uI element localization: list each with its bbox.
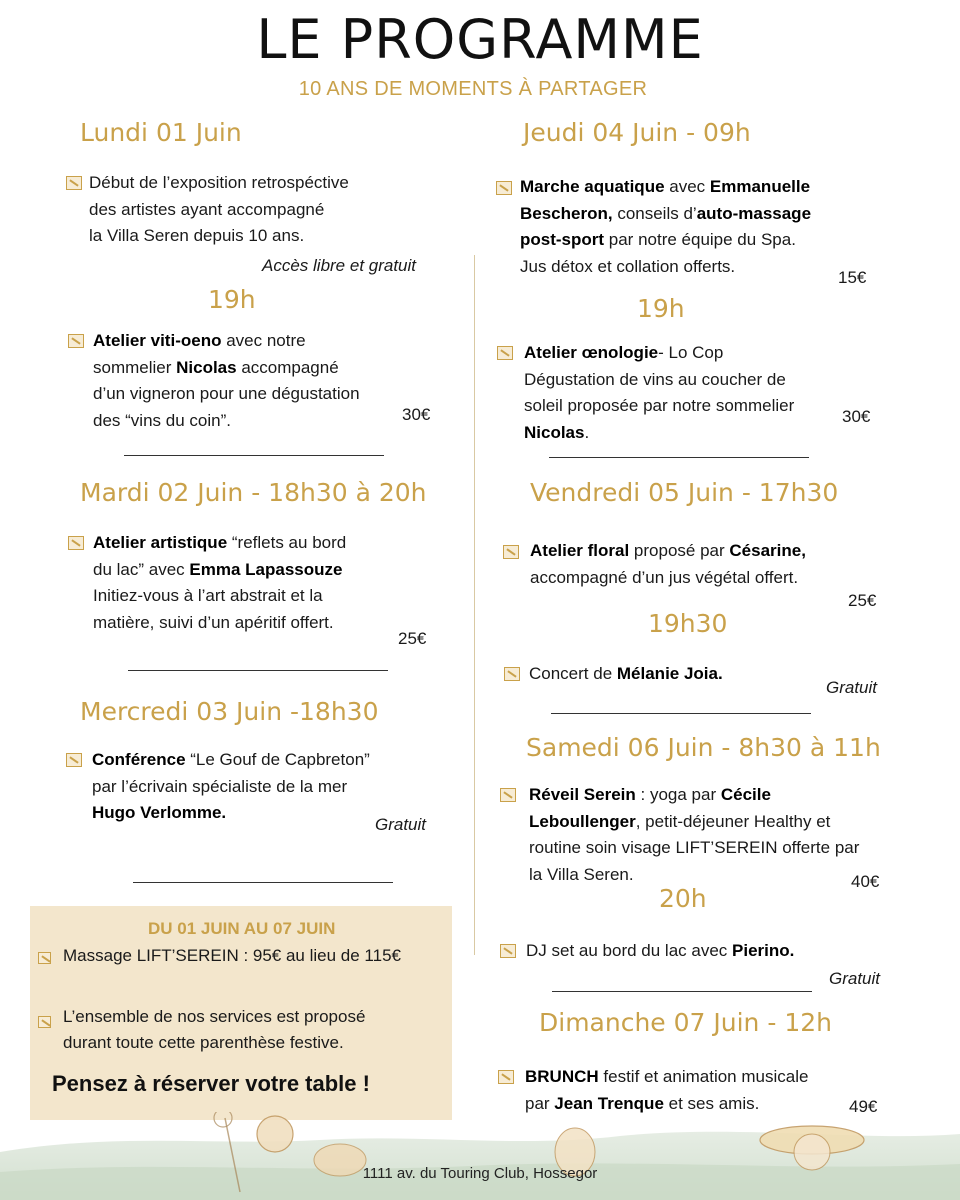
page-subtitle: 10 ANS DE MOMENTS À PARTAGER	[298, 78, 648, 100]
section-separator	[551, 713, 811, 714]
promo-heading: DU 01 JUIN AU 07 JUIN	[148, 919, 336, 938]
stamp-icon	[38, 1016, 51, 1028]
event-note: Gratuit	[375, 815, 427, 834]
day-heading-dimanche: Dimanche 07 Juin - 12h	[539, 1008, 832, 1037]
event-atelier-artistique: Atelier artistique “reflets au bord du lac” avec Emma Lapassouze Initiez-vous à l’art abstrait et la matière, suivi d’un apéritif offert.	[93, 533, 347, 632]
section-separator	[128, 670, 388, 671]
stamp-icon	[66, 176, 82, 190]
day-heading-mardi: Mardi 02 Juin - 18h30 à 20h	[80, 478, 427, 507]
section-separator	[124, 455, 384, 456]
event-note: Gratuit	[829, 969, 881, 988]
day-heading-mercredi: Mercredi 03 Juin -18h30	[80, 697, 379, 726]
day-heading-vendredi: Vendredi 05 Juin - 17h30	[530, 478, 839, 507]
event-brunch: BRUNCH festif et animation musicale par Jean Trenque et ses amis.	[525, 1067, 809, 1113]
section-separator	[552, 991, 812, 992]
stamp-icon	[500, 944, 516, 958]
time-heading: 19h30	[648, 609, 728, 638]
event-price: 40€	[851, 872, 880, 891]
stamp-icon	[498, 1070, 514, 1084]
promo-massage: Massage LIFT’SEREIN : 95€ au lieu de 115€	[63, 946, 401, 965]
event-concert: Concert de Mélanie Joia.	[529, 664, 723, 683]
event-atelier-oenologie: Atelier œnologie- Lo Cop Dégustation de vins au coucher de soleil proposée par notre sommelier Nicolas.	[524, 343, 795, 442]
time-heading: 19h	[637, 294, 685, 323]
day-heading-jeudi: Jeudi 04 Juin - 09h	[523, 118, 751, 147]
promo-box	[30, 906, 452, 1120]
event-note: Accès libre et gratuit	[262, 256, 417, 275]
event-reveil-serein: Réveil Serein : yoga par Cécile Leboullenger, petit-déjeuner Healthy et routine soin visage LIFT’SEREIN offerte par la Villa Seren.	[529, 785, 860, 884]
event-price: 25€	[848, 591, 877, 610]
time-heading: 20h	[659, 884, 707, 913]
day-heading-lundi: Lundi 01 Juin	[80, 118, 242, 147]
promo-cta: Pensez à réserver votre table !	[52, 1071, 370, 1096]
event-price: 49€	[849, 1097, 878, 1116]
column-divider	[474, 255, 475, 955]
event-exposition: Début de l’exposition retrospéctive des artistes ayant accompagné la Villa Seren depuis 10 ans.	[89, 173, 349, 245]
promo-services: L’ensemble de nos services est proposé durant toute cette parenthèse festive.	[63, 1007, 366, 1052]
event-viti-oeno: Atelier viti-oeno avec notre sommelier Nicolas accompagné d’un vigneron pour une dégustation des “vins du coin”.	[93, 331, 360, 430]
time-heading: 19h	[208, 285, 256, 314]
stamp-icon	[68, 536, 84, 550]
event-price: 25€	[398, 629, 427, 648]
section-separator	[133, 882, 393, 883]
stamp-icon	[497, 346, 513, 360]
page-title: LE PROGRAMME	[256, 8, 704, 71]
day-heading-samedi: Samedi 06 Juin - 8h30 à 11h	[526, 733, 881, 762]
event-price: 30€	[842, 407, 871, 426]
stamp-icon	[38, 952, 51, 964]
stamp-icon	[503, 545, 519, 559]
event-price: 30€	[402, 405, 431, 424]
section-separator	[549, 457, 809, 458]
stamp-icon	[500, 788, 516, 802]
footer-illustration	[0, 1112, 960, 1200]
stamp-icon	[68, 334, 84, 348]
event-marche-aquatique: Marche aquatique avec Emmanuelle Bescheron, conseils d’auto-massage post-sport par notre équipe du Spa. Jus détox et collation offerts.	[520, 177, 812, 276]
stamp-icon	[496, 181, 512, 195]
event-note: Gratuit	[826, 678, 878, 697]
event-price: 15€	[838, 268, 867, 287]
event-atelier-floral: Atelier floral proposé par Césarine, accompagné d’un jus végétal offert.	[530, 541, 806, 587]
event-conference: Conférence “Le Gouf de Capbreton” par l’écrivain spécialiste de la mer Hugo Verlomme.	[92, 750, 370, 822]
footer-address: 1111 av. du Touring Club, Hossegor	[362, 1165, 598, 1182]
stamp-icon	[66, 753, 82, 767]
stamp-icon	[504, 667, 520, 681]
event-dj-set: DJ set au bord du lac avec Pierino.	[526, 941, 795, 960]
